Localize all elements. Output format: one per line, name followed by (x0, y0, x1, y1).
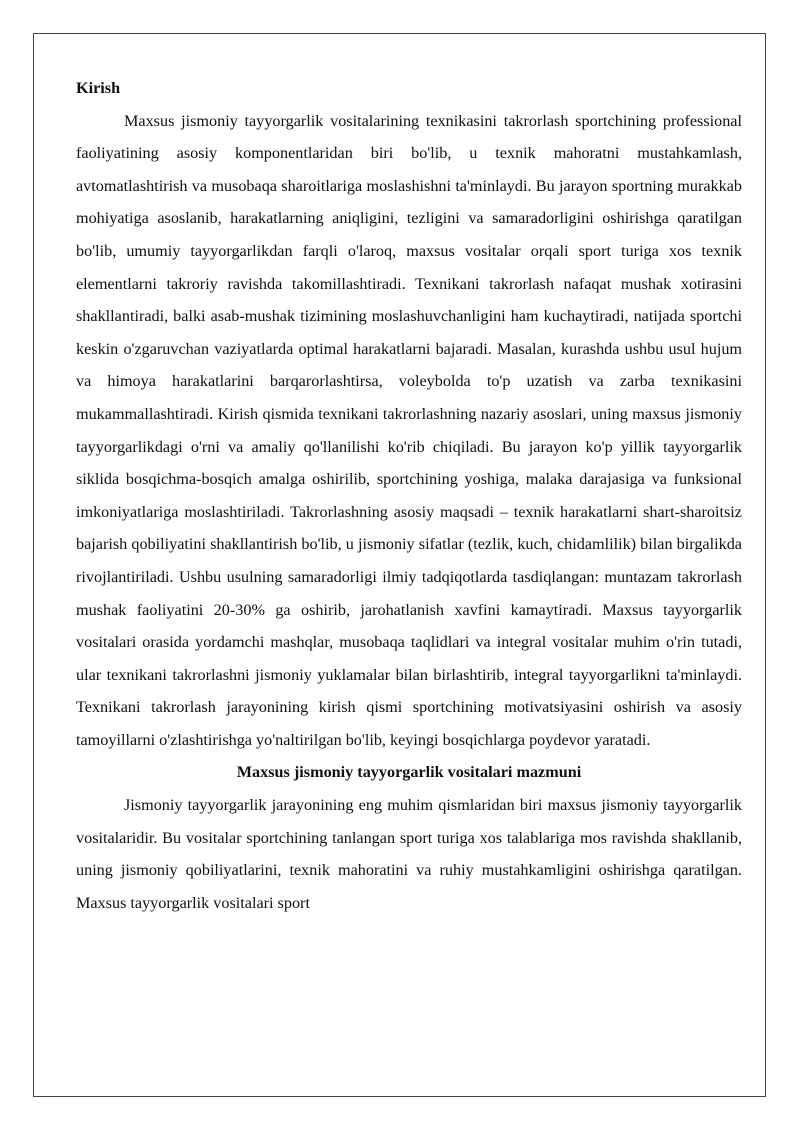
document-body (76, 72, 742, 919)
intro-heading: Kirish (76, 79, 121, 97)
section-heading: Maxsus jismoniy tayyorgarlik vositalari mazmuni (236, 763, 582, 782)
section-paragraph: Jismoniy tayyorgarlik jarayonining eng muhim qismlaridan biri maxsus jismoniy tayyorgarlik vositalaridir. Bu vositalar sportchining tanlangan sport turiga xos talablariga mos ravishda shakllanib, uning jismoniy qobiliyatlarini, texnik mahoratini va ruhiy mustahkamligini oshirishga qaratilgan. Maxsus tayyorgarlik vositalari sport (76, 796, 742, 912)
intro-paragraph: Maxsus jismoniy tayyorgarlik vositalarining texnikasini takrorlash sportchining professional faoliyatining asosiy komponentlaridan biri bo'lib, u texnik mahoratni mustahkamlash, avtomatlashtirish va musobaqa sharoitlariga moslashishni ta'minlaydi. Bu jarayon sportning murakkab mohiyatiga asoslanib, harakatlarning aniqligini, tezligini va samaradorligini oshirishga qaratilgan bo'lib, umumiy tayyorgarlikdan farqli o'laroq, maxsus vositalar orqali sport turiga xos texnik elementlarni takroriy ravishda takomillashtiradi. Texnikani takrorlash nafaqat mushak xotirasini shakllantiradi, balki asab-mushak tizimining moslashuvchanligini ham kuchaytiradi, natijada sportchi keskin o'zgaruvchan vaziyatlarda optimal harakatlarni bajaradi. Masalan, kurashda ushbu usul hujum va himoya harakatlarini barqarorlashtirsa, voleybolda to'p uzatish va zarba texnikasini mukammallashtiradi. Kirish qismida texnikani takrorlashning nazariy asoslari, uning maxsus jismoniy tayyorgarlikdagi o'rni va amaliy qo'llanilishi ko'rib chiqiladi. Bu jarayon ko'p yillik tayyorgarlik siklida bosqichma-bosqich amalga oshirilib, sportchining yoshiga, malaka darajasiga va funksional imkoniyatlariga moslashtiriladi. Takrorlashning asosiy maqsadi – texnik harakatlarni shart-sharoitsiz bajarish qobiliyatini shakllantirish bo'lib, u jismoniy sifatlar (tezlik, kuch, chidamlilik) bilan birgalikda rivojlantiriladi. Ushbu usulning samaradorligi ilmiy tadqiqotlarda tasdiqlangan: muntazam takrorlash mushak faoliyatini 20-30% ga oshirib, jarohatlanish xavfini kamaytiradi. Maxsus tayyorgarlik vositalari orasida yordamchi mashqlar, musobaqa taqlidlari va integral vositalar muhim o'rin tutadi, ular texnikani takrorlashni jismoniy yuklamalar bilan birlashtirib, integral tayyorgarlikni ta'minlaydi. Texnikani takrorlash jarayonining kirish qismi sportchining motivatsiyasini oshirish va asosiy tamoyillarni o'zlashtirishga yo'naltirilgan bo'lib, keyingi bosqichlarga poydevor yaratadi. (76, 111, 742, 749)
